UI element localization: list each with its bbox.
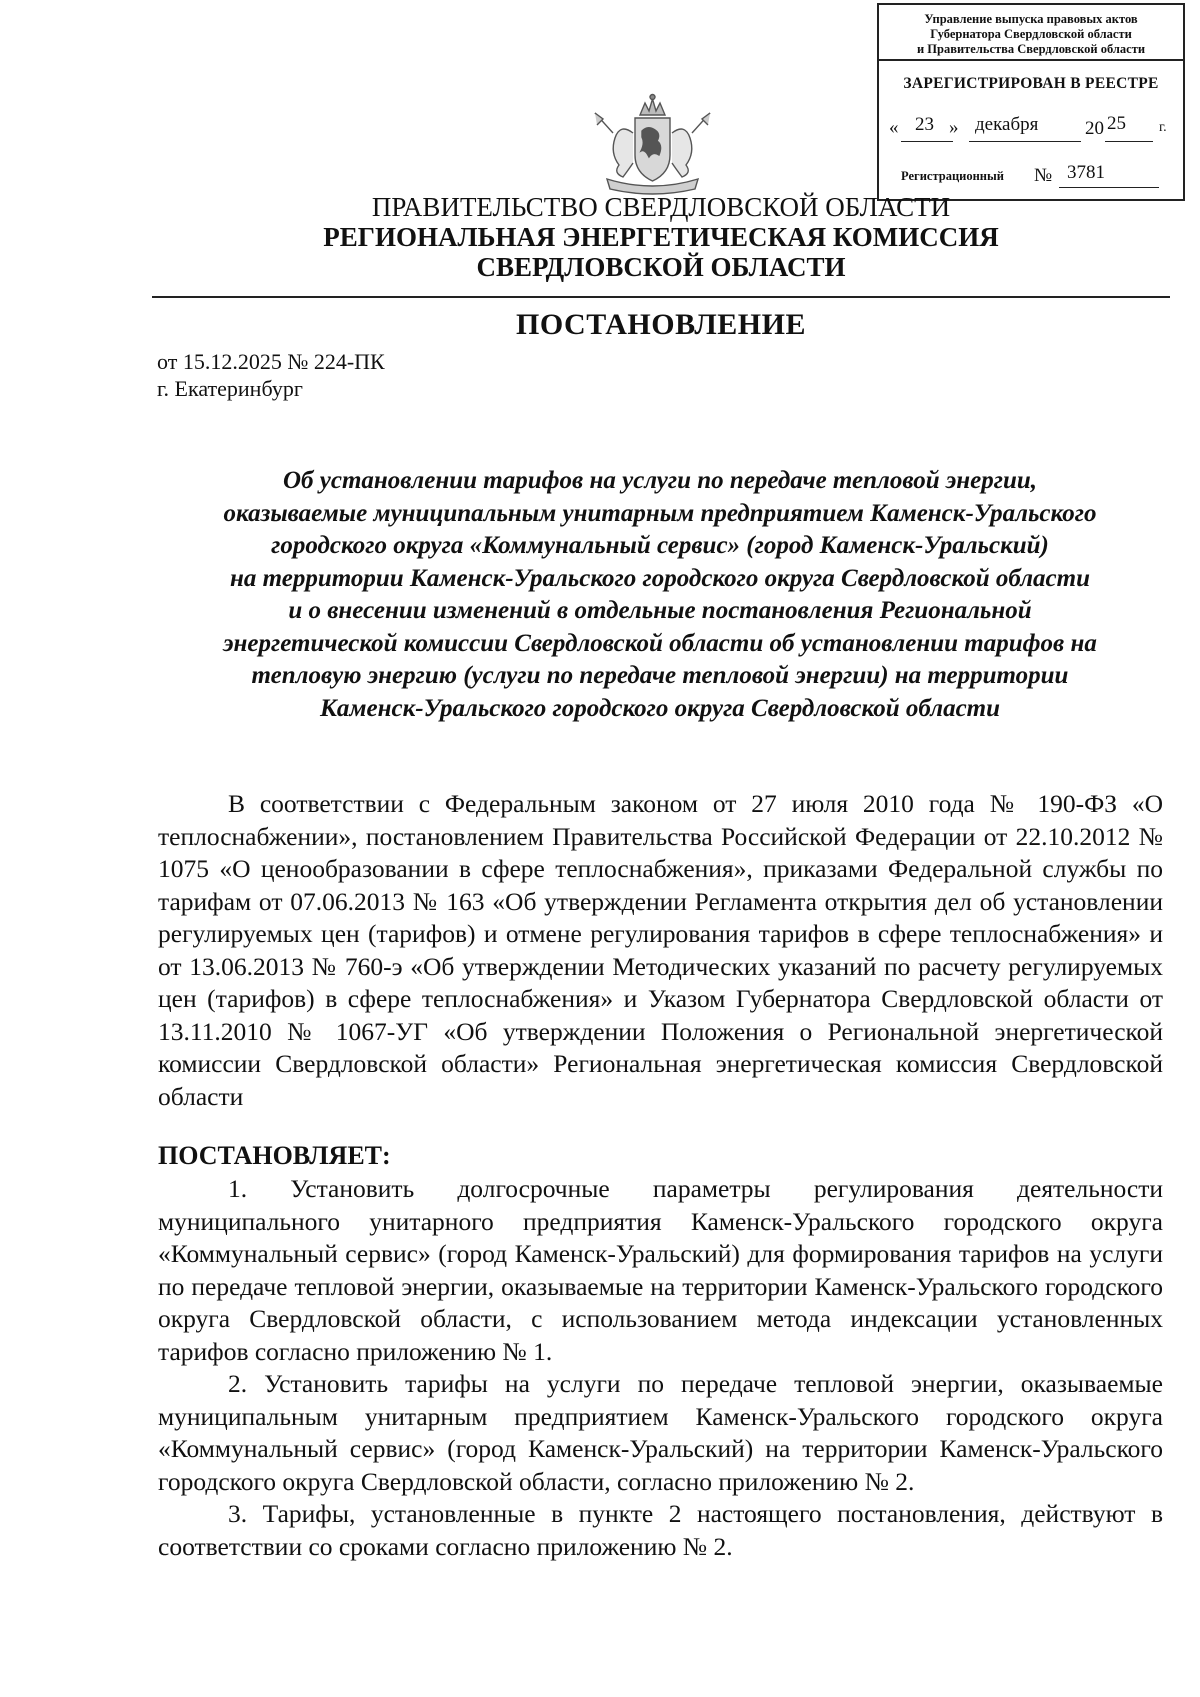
decree-items: [158, 1173, 1163, 1563]
decree-item: 2. Установить тарифы на услуги по передаче тепловой энергии, оказываемые муниципальным унитарным предприятием Каменск-Уральского городского округа «Коммунальный сервис» (город Каменск-Уральский) на территории Каменск-Уральского городского округа Свердловской области, согласно приложению № 2.: [158, 1369, 1163, 1496]
subject-line: тепловую энергию (услуги по передаче тепловой энергии) на территории: [251, 662, 1069, 689]
commission-name-line1: РЕГИОНАЛЬНАЯ ЭНЕРГЕТИЧЕСКАЯ КОМИССИЯ: [323, 222, 999, 252]
stamp-header-line: Губернатора Свердловской области: [930, 27, 1132, 41]
document-subject: [155, 465, 1165, 725]
stamp-header: [879, 5, 1183, 61]
date-year-suffix: 25: [1107, 113, 1126, 134]
subject-line: Об установлении тарифов на услуги по передаче тепловой энергии,: [282, 467, 1038, 494]
registered-label: ЗАРЕГИСТРИРОВАН В РЕЕСТРЕ: [903, 75, 1159, 92]
reg-number-sign: №: [1034, 165, 1053, 186]
stamp-header-line: Управление выпуска правовых актов: [924, 12, 1138, 26]
date-year-mark: г.: [1159, 120, 1167, 135]
date-year-prefix: 20: [1085, 118, 1104, 139]
subject-line: оказываемые муниципальным унитарным предприятием Каменск-Уральского: [223, 499, 1097, 527]
date-open-quote: «: [889, 117, 899, 138]
stamp-reg-number: [901, 162, 1171, 191]
decree-word: ПОСТАНОВЛЯЕТ:: [158, 1141, 391, 1170]
reg-number-value: 3781: [1067, 162, 1105, 183]
document-city: г. Екатеринбург: [157, 376, 303, 401]
date-day: 23: [915, 114, 934, 135]
reg-number-underline: [1059, 187, 1159, 188]
decree-item: 3. Тарифы, установленные в пункте 2 настоящего постановления, действуют в соответствии со сроками согласно приложению № 2.: [158, 1499, 1163, 1561]
document-date-number: от 15.12.2025 № 224-ПК: [157, 349, 385, 374]
subject-line: городского округа «Коммунальный сервис» (город Каменск-Уральский): [271, 532, 1049, 559]
date-month: декабря: [975, 114, 1039, 135]
preamble: [158, 788, 1163, 1113]
subject-line: Каменск-Уральского городского округа Свердловской области: [319, 694, 1001, 722]
subject-line: на территории Каменск-Уральского городского округа Свердловской области: [230, 564, 1090, 592]
reg-number-label: Регистрационный: [901, 169, 1004, 183]
registration-stamp: [877, 3, 1185, 201]
date-year-underline: [1105, 141, 1153, 142]
commission-name-line2: СВЕРДЛОВСКОЙ ОБЛАСТИ: [476, 252, 846, 282]
date-day-underline: [901, 141, 953, 142]
preamble-paragraph: В соответствии с Федеральным законом от 27 июля 2010 года № 190-ФЗ «О теплоснабжении», постановлением Правительства Российской Федерации от 22.10.2012 № 1075 «О ценообразовании в сфере теплоснабжения», приказами Федеральной службы по тарифам от 07.06.2013 № 163 «Об утверждении Регламента открытия дел об установлении регулируемых цен (тарифов) и отмене регулирования тарифов в сфере теплоснабжения» и от 13.06.2013 № 760-э «Об утверждении Методических указаний по расчету регулируемых цен (тарифов) в сфере теплоснабжения» и Указом Губернатора Свердловской области от 13.11.2010 № 1067-УГ «Об утверждении Положения о Региональной энергетической комиссии Свердловской области» Региональная энергетическая комиссия Свердловской области: [158, 789, 1163, 1111]
subject-line: и о внесении изменений в отдельные постановления Региональной: [288, 597, 1032, 624]
document-type-title: ПОСТАНОВЛЕНИЕ: [516, 308, 806, 341]
stamp-header-line: и Правительства Свердловской области: [916, 42, 1146, 56]
date-close-quote: »: [949, 117, 959, 138]
date-month-underline: [969, 141, 1081, 142]
decree-item: 1. Установить долгосрочные параметры регулирования деятельности муниципального унитарного предприятия Каменск-Уральского городского округа «Коммунальный сервис» (город Каменск-Уральский) для формирования тарифов на услуги по передаче тепловой энергии, оказываемые на территории Каменск-Уральского городского округа Свердловской области, с использованием метода индексации установленных тарифов согласно приложению № 1.: [158, 1174, 1163, 1366]
government-name: ПРАВИТЕЛЬСТВО СВЕРДЛОВСКОЙ ОБЛАСТИ: [371, 192, 951, 222]
subject-line: энергетической комиссии Свердловской области об установлении тарифов на: [223, 629, 1097, 657]
header-divider: [152, 296, 1170, 298]
coat-of-arms-icon: [585, 93, 720, 198]
stamp-date: [889, 113, 1179, 143]
